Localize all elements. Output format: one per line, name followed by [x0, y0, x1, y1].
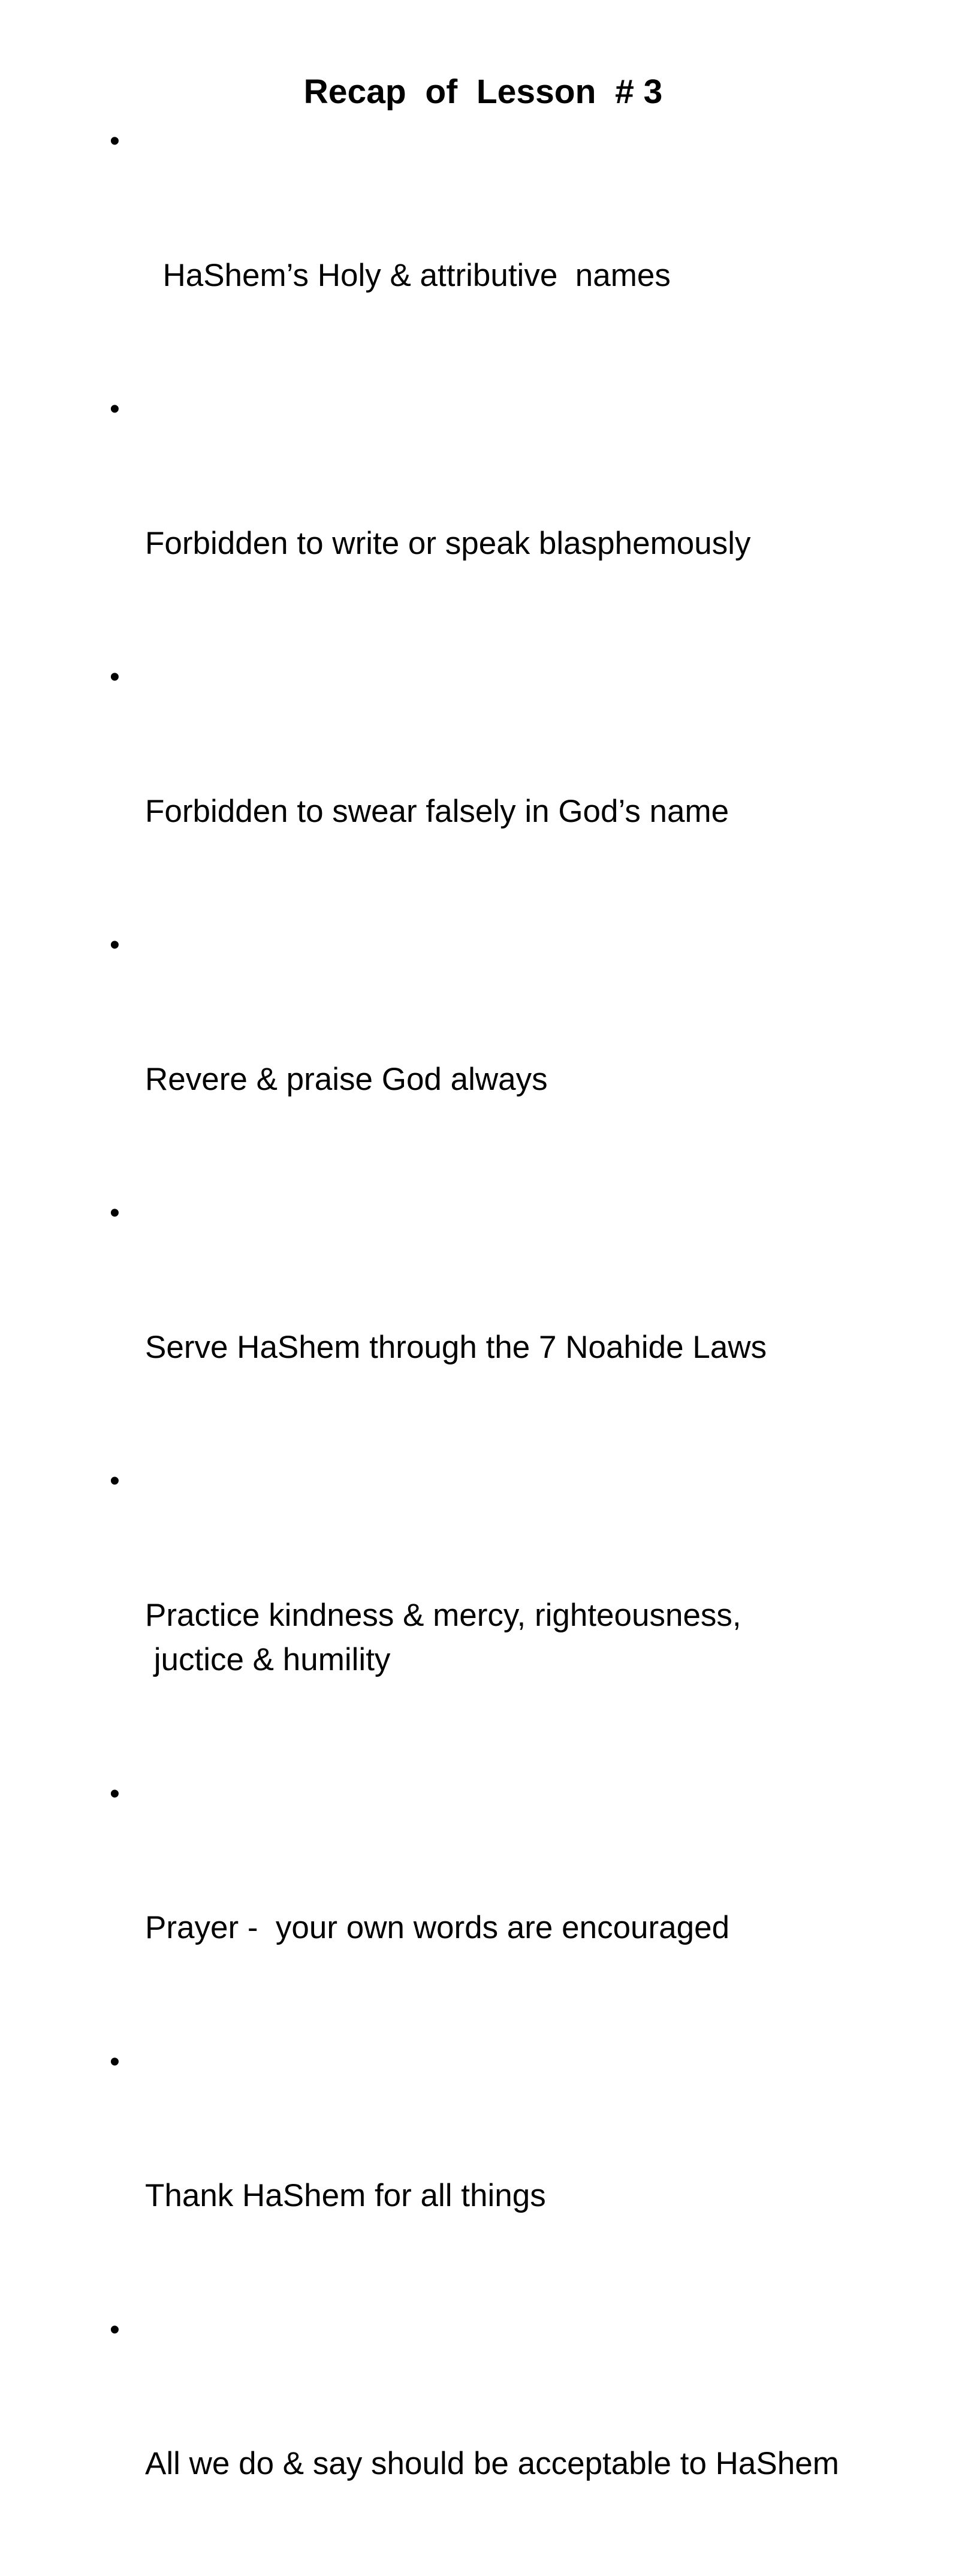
list-item-text: Forbidden to swear falsely in God’s name — [145, 793, 729, 829]
list-item — [105, 923, 885, 1191]
bullet-list — [105, 119, 885, 2576]
list-item-text: Serve HaShem through the 7 Noahide Laws — [145, 1329, 767, 1365]
slide-title: Recap of Lesson # 3 — [303, 73, 663, 111]
bullet-dot-icon: • — [110, 1197, 120, 1229]
list-item-text: Practice kindness & mercy, righteousness, juctice & humility — [145, 1597, 741, 1677]
list-item-text: Forbidden to write or speak blasphemously — [145, 525, 751, 561]
bullet-dot-icon: • — [110, 2313, 120, 2346]
bullet-dot-icon: • — [110, 2045, 120, 2078]
bullet-dot-icon: • — [110, 125, 120, 157]
list-item-text: Prayer - your own words are encouraged — [145, 1910, 730, 1945]
list-item-text: Revere & praise God always — [145, 1061, 548, 1097]
list-item-text: All we do & say should be acceptable to HaShem — [145, 2446, 839, 2481]
list-item — [105, 1191, 885, 1459]
bullet-dot-icon: • — [110, 929, 120, 961]
list-item — [105, 119, 885, 387]
bullet-dot-icon: • — [110, 393, 120, 425]
list-item — [105, 2040, 885, 2308]
bullet-dot-icon: • — [110, 661, 120, 693]
list-item — [105, 655, 885, 923]
bullet-dot-icon: • — [110, 1777, 120, 1810]
list-item — [105, 2308, 885, 2576]
list-item-text: HaShem’s Holy & attributive names — [145, 257, 671, 293]
bullet-dot-icon: • — [110, 1465, 120, 1497]
list-item — [105, 387, 885, 655]
list-item — [105, 1772, 885, 2040]
list-item-text: Thank HaShem for all things — [145, 2178, 546, 2213]
list-item — [105, 1459, 885, 1772]
